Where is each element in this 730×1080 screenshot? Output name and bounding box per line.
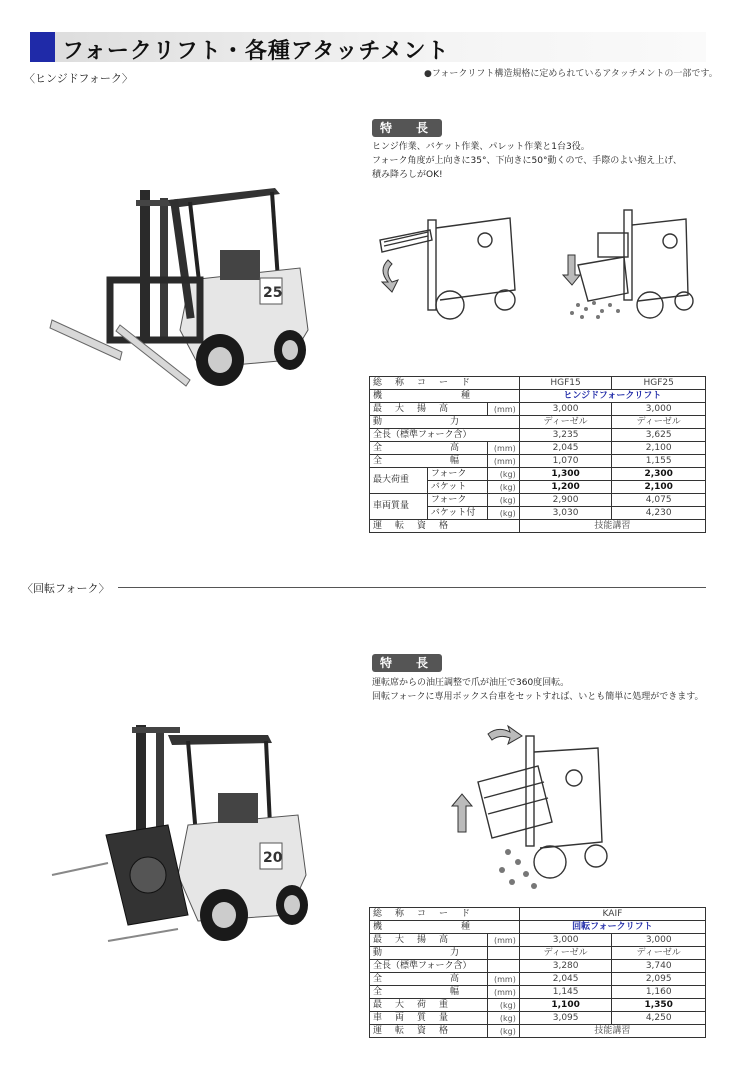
table-cell: 技能講習 <box>519 1025 705 1038</box>
table-cell: 2,100 <box>612 481 706 494</box>
table-cell: ディーゼル <box>612 947 706 960</box>
table-cell: 全 幅 <box>370 455 488 468</box>
table-row <box>370 973 706 986</box>
table-cell: 車両質量 <box>370 494 428 520</box>
table-cell: 全長（標準フォーク含） <box>370 960 488 973</box>
table-cell: 運 転 資 格 <box>370 1025 488 1038</box>
table-cell: 3,280 <box>519 960 612 973</box>
table-cell: 4,075 <box>612 494 706 507</box>
table-cell <box>487 960 519 973</box>
spec-table-hinged-fork <box>369 376 706 533</box>
title-square-marker <box>30 32 55 62</box>
table-cell: 全 高 <box>370 973 488 986</box>
table-cell: (mm) <box>487 986 519 999</box>
table-row <box>370 1025 706 1038</box>
table-cell: 全 高 <box>370 442 488 455</box>
features-badge-1: 特 長 <box>372 119 442 137</box>
rotating-box-illustration <box>448 722 618 897</box>
table-row <box>370 455 706 468</box>
table-header-cell: 総 称 コ ー ド <box>370 908 520 921</box>
table-cell: 3,000 <box>519 934 612 947</box>
features-badge-2: 特 長 <box>372 654 442 672</box>
spec-table-rotating-fork <box>369 907 706 1038</box>
table-cell: 機 種 <box>370 921 520 934</box>
table-cell: (mm) <box>487 455 519 468</box>
table-header-cell: 総 称 コ ー ド <box>370 377 520 390</box>
table-row <box>370 520 706 533</box>
page-title: フォークリフト・各種アタッチメント <box>62 39 450 64</box>
table-row <box>370 494 706 507</box>
table-row <box>370 986 706 999</box>
table-header-cell: HGF15 <box>519 377 612 390</box>
table-cell: 4,250 <box>612 1012 706 1025</box>
table-row <box>370 1012 706 1025</box>
table-cell: 全長（標準フォーク含） <box>370 429 520 442</box>
table-cell: バケット付 <box>427 507 487 520</box>
table-cell: 最 大 荷 重 <box>370 999 488 1012</box>
table-cell: 1,350 <box>612 999 706 1012</box>
table-cell: 2,100 <box>612 442 706 455</box>
table-row <box>370 960 706 973</box>
section-divider <box>118 587 706 588</box>
table-cell: 技能講習 <box>519 520 705 533</box>
table-cell: 3,095 <box>519 1012 612 1025</box>
table-cell: 1,160 <box>612 986 706 999</box>
table-cell: 2,900 <box>519 494 612 507</box>
table-cell: 1,200 <box>519 481 612 494</box>
section-label-rotating-fork: 〈回転フォーク〉 <box>22 582 110 595</box>
table-row <box>370 921 706 934</box>
table-row <box>370 377 706 390</box>
table-cell: 1,300 <box>519 468 612 481</box>
table-cell: (mm) <box>487 403 519 416</box>
table-cell: 3,000 <box>519 403 612 416</box>
feature-line: 回転フォークに専用ボックス台車をセットすれば、いとも簡単に処理ができます。 <box>372 692 704 702</box>
table-cell: 3,740 <box>612 960 706 973</box>
forklift-number-plate: 20 <box>263 850 283 866</box>
table-cell: 全 幅 <box>370 986 488 999</box>
table-cell: バケット <box>427 481 487 494</box>
table-row <box>370 442 706 455</box>
table-cell: 最大荷重 <box>370 468 428 494</box>
table-cell: 車 両 質 量 <box>370 1012 488 1025</box>
table-row <box>370 999 706 1012</box>
table-cell: 回転フォークリフト <box>519 921 705 934</box>
feature-line: 運転席からの油圧調整で爪が油圧で360度回転。 <box>372 678 570 688</box>
table-cell: (kg) <box>487 481 519 494</box>
hinge-operation-illustration <box>370 200 530 325</box>
table-cell: 3,000 <box>612 403 706 416</box>
table-cell: ディーゼル <box>519 416 612 429</box>
table-cell: (mm) <box>487 934 519 947</box>
table-cell: (kg) <box>487 468 519 481</box>
table-cell: 1,145 <box>519 986 612 999</box>
features-text-1 <box>372 140 682 182</box>
rotating-fork-forklift-photo <box>48 715 328 955</box>
table-cell: 機 種 <box>370 390 520 403</box>
table-cell: 動 力 <box>370 416 520 429</box>
table-row <box>370 429 706 442</box>
table-cell: 最 大 揚 高 <box>370 403 488 416</box>
feature-line: フォーク角度が上向きに35°、下向きに50°動くので、手際のよい抱え上げ、 <box>372 156 682 166</box>
table-cell: フォーク <box>427 468 487 481</box>
bucket-operation-illustration <box>558 205 698 330</box>
table-cell: 2,095 <box>612 973 706 986</box>
table-header-cell: KAIF <box>519 908 705 921</box>
section-label-hinged-fork: 〈ヒンジドフォーク〉 <box>24 72 133 85</box>
table-cell: (kg) <box>487 1012 519 1025</box>
table-cell: フォーク <box>427 494 487 507</box>
feature-line: 積み降ろしがOK! <box>372 170 443 180</box>
table-row <box>370 947 706 960</box>
table-cell <box>487 947 519 960</box>
table-cell: 3,030 <box>519 507 612 520</box>
table-cell: (mm) <box>487 973 519 986</box>
table-row <box>370 934 706 947</box>
feature-line: ヒンジ作業、バケット作業、パレット作業と1台3役。 <box>372 142 590 152</box>
hinged-fork-forklift-photo <box>40 180 330 400</box>
table-row <box>370 468 706 481</box>
table-row <box>370 908 706 921</box>
table-cell: 1,100 <box>519 999 612 1012</box>
table-cell: 運 転 資 格 <box>370 520 520 533</box>
table-cell: (kg) <box>487 494 519 507</box>
forklift-number-plate: 25 <box>263 285 283 301</box>
table-cell: (kg) <box>487 999 519 1012</box>
table-cell: 4,230 <box>612 507 706 520</box>
table-cell: 1,070 <box>519 455 612 468</box>
table-cell: ヒンジドフォークリフト <box>519 390 705 403</box>
table-cell: 1,155 <box>612 455 706 468</box>
table-cell: (mm) <box>487 442 519 455</box>
note-text: ●フォークリフト構造規格に定められているアタッチメントの一部です。 <box>424 69 718 79</box>
table-row <box>370 416 706 429</box>
table-cell: 2,300 <box>612 468 706 481</box>
table-cell: 3,235 <box>519 429 612 442</box>
table-header-cell: HGF25 <box>612 377 706 390</box>
table-cell: 3,000 <box>612 934 706 947</box>
table-cell: (kg) <box>487 507 519 520</box>
table-cell: 最 大 揚 高 <box>370 934 488 947</box>
features-text-2 <box>372 676 703 704</box>
table-cell: ディーゼル <box>519 947 612 960</box>
table-cell: 3,625 <box>612 429 706 442</box>
table-row <box>370 390 706 403</box>
table-row <box>370 403 706 416</box>
table-cell: ディーゼル <box>612 416 706 429</box>
table-cell: 動 力 <box>370 947 488 960</box>
table-cell: (kg) <box>487 1025 519 1038</box>
table-cell: 2,045 <box>519 973 612 986</box>
table-cell: 2,045 <box>519 442 612 455</box>
